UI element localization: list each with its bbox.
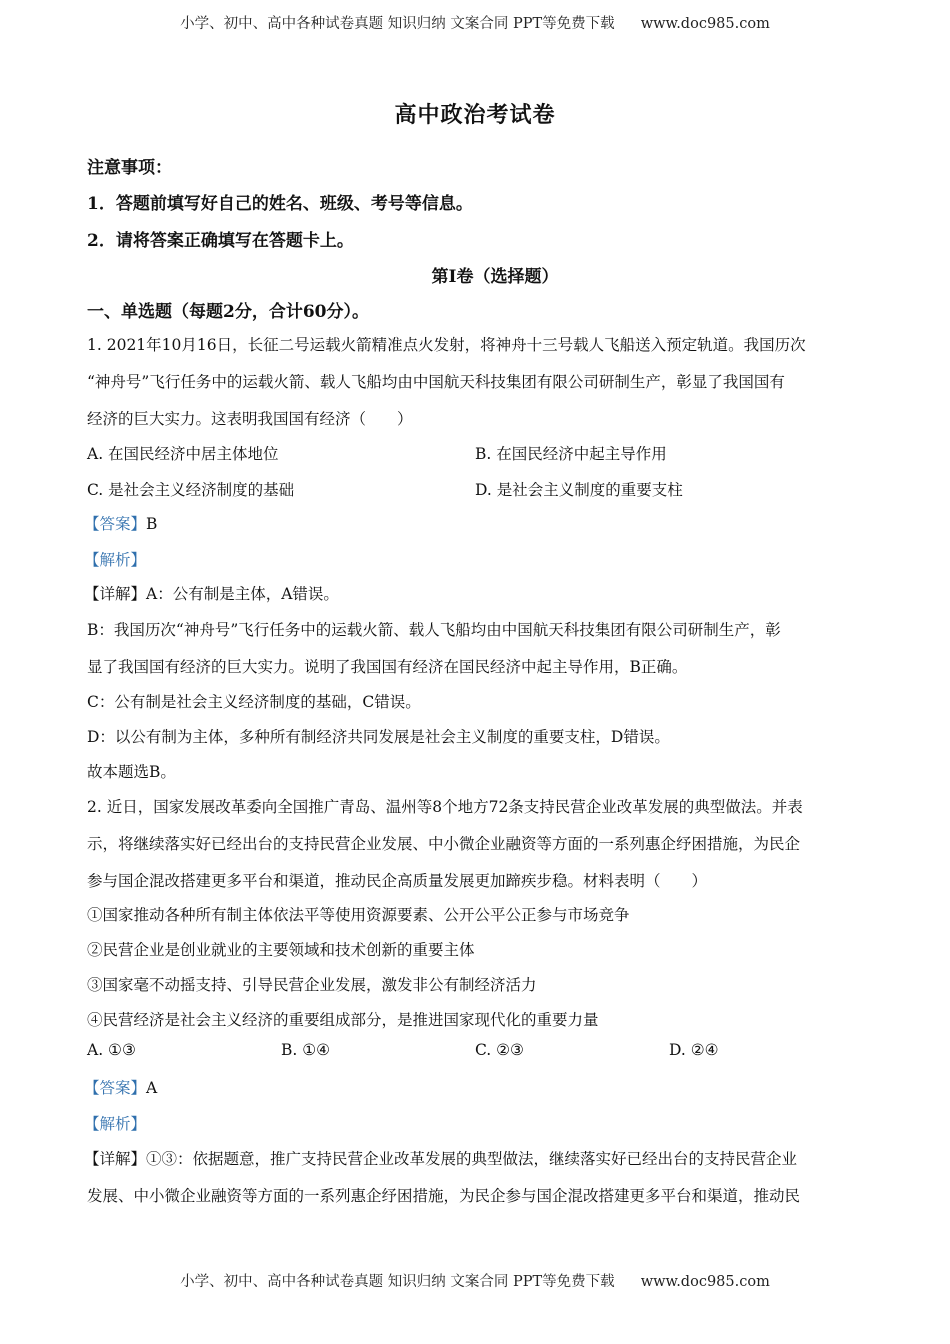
- header-text: 小学、初中、高中各种试卷真题 知识归纳 文案合同 PPT等免费下载: [180, 16, 615, 32]
- option-a: A. 在国民经济中居主体地位: [87, 445, 279, 463]
- footer-site-link[interactable]: www.doc985.com: [640, 1274, 770, 1290]
- footer-text: 小学、初中、高中各种试卷真题 知识归纳 文案合同 PPT等免费下载: [180, 1274, 615, 1290]
- analysis-label: 【解析】: [84, 1115, 147, 1133]
- header-site-link[interactable]: www.doc985.com: [640, 16, 770, 32]
- option-a: A. ①③: [87, 1041, 136, 1059]
- page-title: 高中政治考试卷: [394, 102, 556, 128]
- option-d: D. ②④: [669, 1041, 719, 1059]
- question-stem-line: 示，将继续落实好已经出台的支持民营企业发展、中小微企业融资等方面的一系列惠企纾困措施，为民企: [87, 835, 801, 853]
- detail-label: 【详解】: [84, 585, 147, 603]
- option-d: D. 是社会主义制度的重要支柱: [475, 481, 683, 499]
- statement-4: ④民营经济是社会主义经济的重要组成部分，是推进国家现代化的重要力量: [87, 1011, 599, 1029]
- detail-line: 显了我国国有经济的巨大实力。说明了我国国有经济在国民经济中起主导作用，B正确。: [87, 658, 688, 676]
- notice-item-1: 1．答题前填写好自己的姓名、班级、考号等信息。: [87, 194, 473, 214]
- answer-label: 【答案】: [84, 1079, 147, 1097]
- part-heading: 一、单选题（每题2分，合计60分）。: [87, 302, 369, 322]
- detail-line: B：我国历次“神舟号”飞行任务中的运载火箭、载人飞船均由中国航天科技集团有限公司研制生产，彰: [87, 621, 781, 639]
- answer-row: [84, 1076, 157, 1098]
- section-title: 第I卷（选择题）: [431, 267, 559, 287]
- analysis-label: 【解析】: [84, 551, 147, 569]
- conclusion-line: 故本题选B。: [87, 763, 176, 781]
- detail-line: D：以公有制为主体，多种所有制经济共同发展是社会主义制度的重要支柱，D错误。: [87, 728, 670, 746]
- statement-1: ①国家推动各种所有制主体依法平等使用资源要素、公开公平公正参与市场竞争: [87, 906, 630, 924]
- answer-value: A: [146, 1079, 158, 1097]
- detail-line: 【详解】A：公有制是主体，A错误。: [84, 585, 339, 603]
- question-stem-line: “神舟号”飞行任务中的运载火箭、载人飞船均由中国航天科技集团有限公司研制生产，彰显了我国国有: [87, 373, 785, 391]
- statement-2: ②民营企业是创业就业的主要领域和技术创新的重要主体: [87, 941, 475, 959]
- notice-item-2: 2．请将答案正确填写在答题卡上。: [87, 231, 354, 251]
- question-stem-line: 2. 近日，国家发展改革委向全国推广青岛、温州等8个地方72条支持民营企业改革发展的典型做法。并表: [87, 798, 803, 816]
- page-footer: [0, 1270, 950, 1291]
- option-b: B. 在国民经济中起主导作用: [475, 445, 667, 463]
- page-header: [0, 12, 950, 33]
- option-b: B. ①④: [281, 1041, 331, 1059]
- option-c: C. 是社会主义经济制度的基础: [87, 481, 295, 499]
- answer-value: B: [146, 515, 158, 533]
- detail-line: 【详解】①③：依据题意，推广支持民营企业改革发展的典型做法，继续落实好已经出台的支持民营企业: [84, 1150, 798, 1168]
- question-stem-line: 参与国企混改搭建更多平台和渠道，推动民企高质量发展更加蹄疾步稳。材料表明（ ）: [87, 872, 708, 890]
- detail-line: C：公有制是社会主义经济制度的基础，C错误。: [87, 693, 421, 711]
- question-stem-line: 经济的巨大实力。这表明我国国有经济（ ）: [87, 410, 413, 428]
- statement-3: ③国家毫不动摇支持、引导民营企业发展，激发非公有制经济活力: [87, 976, 537, 994]
- answer-row: [84, 512, 157, 534]
- detail-label: 【详解】: [84, 1150, 147, 1168]
- option-c: C. ②③: [475, 1041, 524, 1059]
- notice-heading: 注意事项：: [87, 158, 172, 178]
- detail-line: 发展、中小微企业融资等方面的一系列惠企纾困措施，为民企参与国企混改搭建更多平台和渠道，推动民: [87, 1187, 801, 1205]
- question-stem-line: 1. 2021年10月16日，长征二号运载火箭精准点火发射，将神舟十三号载人飞船送入预定轨道。我国历次: [87, 336, 806, 354]
- answer-label: 【答案】: [84, 515, 147, 533]
